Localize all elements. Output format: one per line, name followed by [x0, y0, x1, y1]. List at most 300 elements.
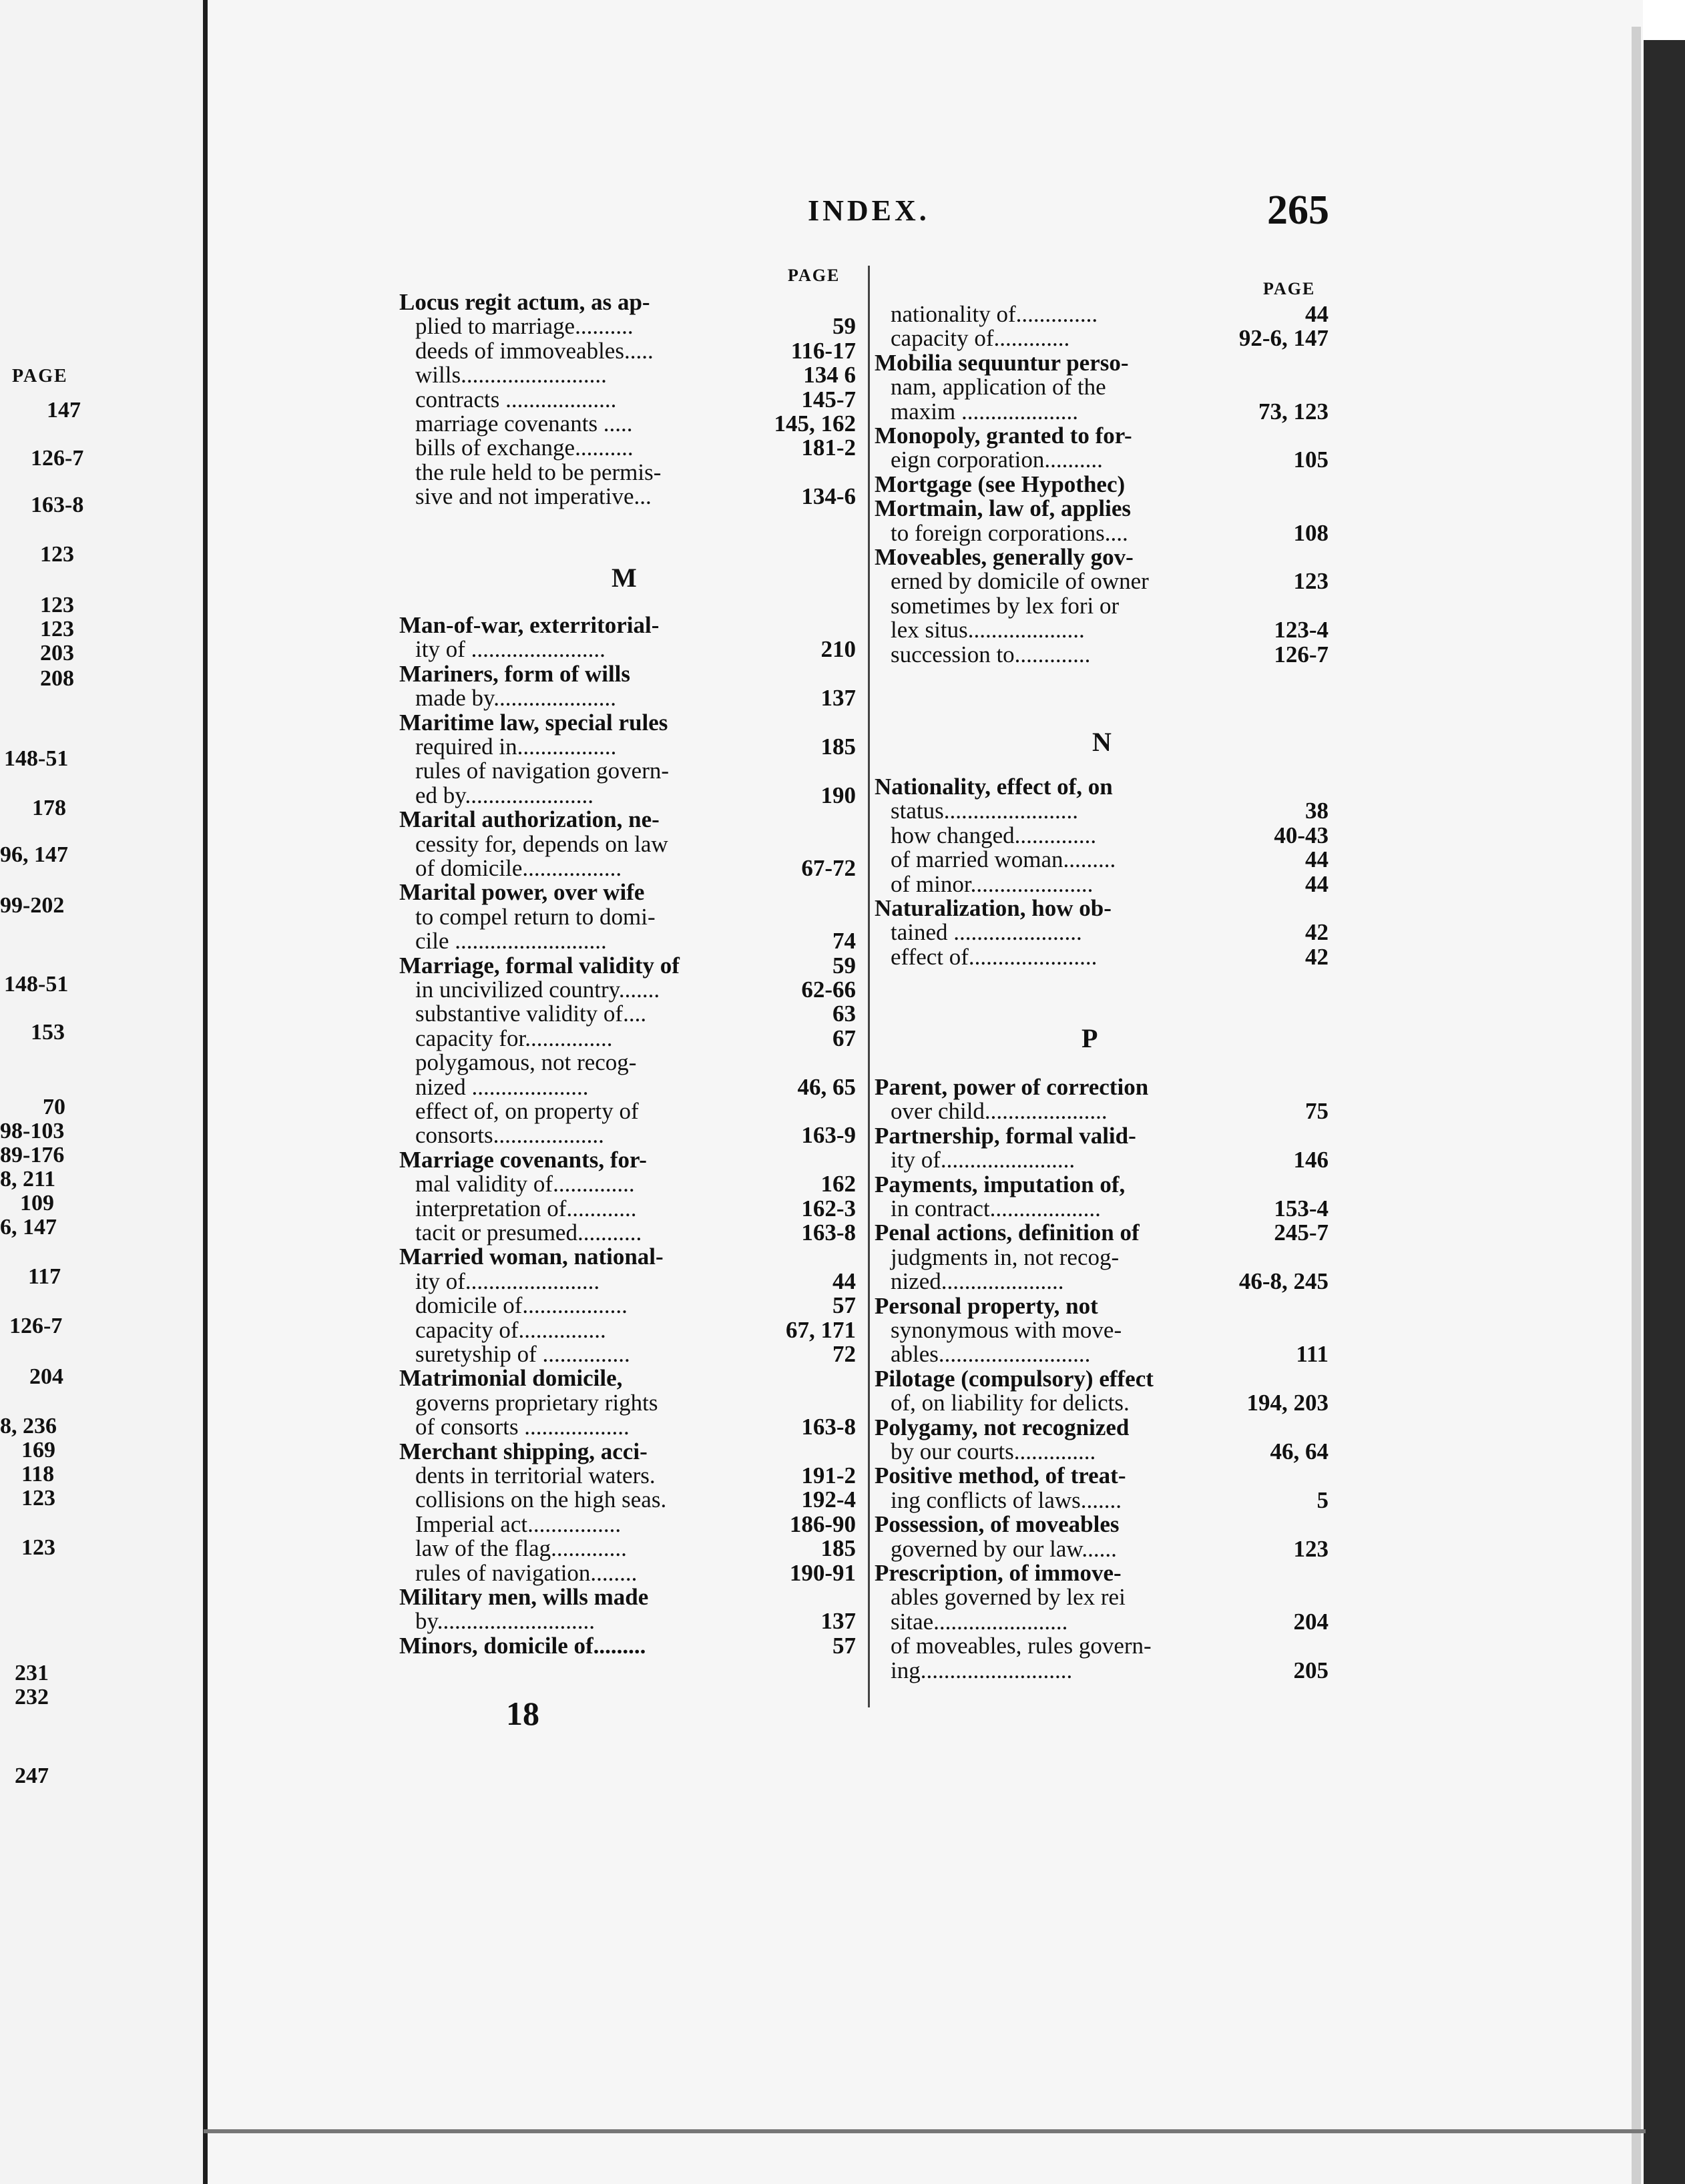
entry-text: Mariners, form of wills — [399, 661, 631, 687]
entry-text: law of the flag............. — [415, 1536, 627, 1562]
entry-text: rules of navigation........ — [415, 1560, 638, 1586]
entry-text: required in................. — [415, 734, 617, 760]
index-entry-line — [399, 1512, 856, 1537]
entry-text: Monopoly, granted to for- — [875, 423, 1132, 449]
index-entry-line — [875, 823, 1329, 848]
previous-page-number: 96, 147 — [0, 842, 68, 867]
entry-page-ref: 146 — [1293, 1147, 1329, 1173]
entry-text: Merchant shipping, acci- — [399, 1438, 648, 1464]
entry-text: Married woman, national- — [399, 1244, 664, 1270]
entry-text: rules of navigation govern- — [415, 758, 670, 784]
index-entry-line — [399, 1001, 856, 1027]
entry-text: mal validity of.............. — [415, 1171, 635, 1197]
section-letter-p: P — [1081, 1023, 1098, 1053]
entry-page-ref: 57 — [832, 1292, 856, 1319]
index-entry-line — [875, 920, 1329, 945]
entry-page-ref: 123 — [1293, 1535, 1329, 1562]
entry-page-ref: 40-43 — [1274, 822, 1329, 848]
entry-text: interpretation of............ — [415, 1195, 637, 1221]
index-entry-line — [875, 1439, 1329, 1464]
entry-text: ing.......................... — [891, 1657, 1073, 1683]
entry-text: by........................... — [415, 1609, 595, 1635]
index-entry-line — [399, 1536, 856, 1561]
entry-page-ref: 59 — [832, 313, 856, 340]
previous-page-number: 232 — [15, 1685, 49, 1709]
scan-border — [1644, 40, 1685, 2184]
entry-page-ref: 38 — [1305, 798, 1329, 824]
index-entry-line — [399, 460, 856, 485]
previous-page-number: 8, 236 — [0, 1414, 57, 1438]
previous-page-number: 123 — [40, 593, 74, 617]
entry-page-ref: 111 — [1296, 1341, 1329, 1368]
index-entry-heading — [399, 880, 856, 905]
entry-page-ref: 73, 123 — [1258, 398, 1329, 425]
index-entry-line — [399, 1050, 856, 1075]
entry-text: Maritime law, special rules — [399, 710, 668, 736]
previous-page-margin — [0, 0, 207, 2184]
previous-page-header: PAGE — [12, 366, 68, 386]
index-entry-line — [399, 977, 856, 1003]
index-entry-line — [875, 944, 1329, 970]
index-entry-line — [399, 435, 856, 461]
entry-text: Minors, domicile of......... — [399, 1633, 646, 1659]
index-entry-line — [875, 1488, 1329, 1513]
entry-page-ref: 192-4 — [801, 1486, 856, 1513]
entry-text: capacity of............... — [415, 1317, 606, 1343]
index-entry-heading — [875, 896, 1329, 921]
entry-text: eign corporation.......... — [891, 447, 1103, 473]
index-entry-line — [875, 1099, 1329, 1124]
index-entry-heading — [399, 661, 856, 687]
previous-page-number: 123 — [21, 1535, 55, 1560]
entry-text: polygamous, not recog- — [415, 1050, 637, 1076]
entry-text: of minor..................... — [891, 871, 1094, 897]
index-entry-line — [875, 847, 1329, 872]
entry-page-ref: 74 — [832, 928, 856, 954]
running-head-title: INDEX. — [808, 194, 930, 227]
page-number: 265 — [1267, 188, 1329, 233]
entry-page-ref: 42 — [1305, 943, 1329, 970]
index-entry-heading — [875, 1512, 1329, 1537]
index-entry-heading — [875, 496, 1329, 521]
index-entry-line — [399, 1171, 856, 1197]
entry-text: Nationality, effect of, on — [875, 774, 1113, 800]
entry-page-ref: 59 — [832, 952, 856, 979]
entry-text: Locus regit actum, as ap- — [399, 290, 650, 315]
entry-text: marriage covenants ..... — [415, 411, 633, 437]
entry-page-ref: 46, 65 — [797, 1073, 856, 1100]
entry-text: how changed.............. — [891, 822, 1097, 848]
entry-text: sitae....................... — [891, 1609, 1068, 1635]
entry-text: of domicile................. — [415, 856, 622, 881]
index-entry-line — [399, 832, 856, 857]
entry-text: made by..................... — [415, 686, 617, 712]
entry-text: Payments, imputation of, — [875, 1171, 1126, 1197]
index-entry-heading — [399, 1439, 856, 1464]
signature-mark: 18 — [506, 1695, 539, 1732]
index-entry-line — [875, 521, 1329, 546]
entry-text: Possession, of moveables — [875, 1512, 1120, 1538]
column-divider — [868, 266, 870, 1707]
binding-gutter — [203, 0, 208, 2184]
entry-page-ref: 204 — [1293, 1608, 1329, 1635]
previous-page-number: 123 — [40, 542, 74, 567]
index-entry-line — [399, 314, 856, 339]
entry-page-ref: 67-72 — [801, 855, 856, 881]
index-entry-line — [399, 637, 856, 662]
entry-text: nam, application of the — [891, 374, 1106, 400]
index-entry-line — [875, 1342, 1329, 1367]
entry-text: cessity for, depends on law — [415, 831, 668, 857]
previous-page-number: 89-176 — [0, 1143, 65, 1167]
index-entry-line — [875, 1245, 1329, 1270]
index-entry-line — [399, 362, 856, 388]
index-entry-line — [875, 1537, 1329, 1562]
entry-page-ref: 57 — [832, 1632, 856, 1659]
index-entry-heading — [399, 710, 856, 736]
entry-text: effect of, on property of — [415, 1099, 639, 1124]
entry-page-ref: 210 — [820, 636, 856, 663]
entry-text: over child..................... — [891, 1099, 1108, 1125]
previous-page-number: 163-8 — [31, 493, 84, 517]
entry-page-ref: 67, 171 — [786, 1316, 856, 1343]
entry-text: capacity of............. — [891, 326, 1070, 352]
entry-text: to compel return to domi- — [415, 904, 656, 930]
previous-page-number: 231 — [15, 1661, 49, 1685]
entry-page-ref: 75 — [1305, 1098, 1329, 1125]
entry-text: ables.......................... — [891, 1342, 1091, 1368]
index-entry-line — [399, 758, 856, 784]
previous-page-number: 123 — [21, 1486, 55, 1511]
entry-page-ref: 145, 162 — [774, 411, 856, 437]
entry-text: Military men, wills made — [399, 1585, 649, 1610]
entry-text: Marital power, over wife — [399, 880, 645, 906]
index-entry-heading — [399, 807, 856, 832]
entry-text: Prescription, of immove- — [875, 1561, 1122, 1586]
index-entry-line — [875, 1633, 1329, 1659]
previous-page-number: 109 — [20, 1191, 54, 1215]
index-entry-line — [875, 399, 1329, 425]
previous-page-number: 126-7 — [31, 446, 84, 471]
entry-text: Partnership, formal valid- — [875, 1123, 1136, 1149]
index-entry-line — [399, 1220, 856, 1246]
index-entry-line — [399, 783, 856, 808]
index-entry-line — [399, 1609, 856, 1634]
entry-text: ing conflicts of laws....... — [891, 1487, 1122, 1513]
entry-text: synonymous with move- — [891, 1318, 1122, 1343]
entry-text: ed by...................... — [415, 782, 594, 808]
index-entry-heading — [399, 1147, 856, 1173]
entry-text: nationality of.............. — [891, 302, 1098, 327]
previous-page-number: 153 — [31, 1020, 65, 1045]
entry-page-ref: 108 — [1293, 519, 1329, 546]
index-entry-heading — [399, 1585, 856, 1610]
entry-page-ref: 63 — [832, 1001, 856, 1027]
index-entry-line — [875, 617, 1329, 643]
entry-text: governs proprietary rights — [415, 1390, 658, 1416]
entry-text: Pilotage (compulsory) effect — [875, 1366, 1154, 1392]
entry-page-ref: 92-6, 147 — [1238, 325, 1329, 352]
index-entry-line — [399, 1414, 856, 1440]
page-bottom-edge — [204, 2129, 1646, 2133]
previous-page-number: 8, 211 — [0, 1167, 56, 1191]
entry-page-ref: 134 6 — [803, 362, 856, 388]
entry-page-ref: 186-90 — [789, 1511, 856, 1537]
index-entry-line — [875, 1609, 1329, 1635]
entry-page-ref: 62-66 — [801, 977, 856, 1003]
index-entry-heading — [875, 774, 1329, 800]
entry-text: of married woman......... — [891, 847, 1116, 873]
entry-page-ref: 185 — [820, 1535, 856, 1562]
entry-text: Marriage, formal validity of — [399, 952, 680, 979]
entry-text: maxim .................... — [891, 398, 1078, 425]
index-entry-heading — [875, 1123, 1329, 1149]
previous-page-number: 126-7 — [9, 1314, 63, 1338]
previous-page-number: 148-51 — [4, 746, 69, 771]
index-entry-heading — [875, 545, 1329, 570]
entry-text: Marital authorization, ne- — [399, 807, 660, 833]
index-entry-line — [399, 1026, 856, 1051]
entry-text: Polygamy, not recognized — [875, 1414, 1130, 1440]
index-entry-line — [399, 904, 856, 930]
entry-text: Positive method, of treat- — [875, 1463, 1126, 1489]
entry-text: Personal property, not — [875, 1293, 1098, 1319]
index-entry-line — [399, 734, 856, 760]
previous-page-number: 117 — [28, 1264, 61, 1289]
entry-text: Mortmain, law of, applies — [875, 496, 1132, 522]
index-entry-line — [399, 1342, 856, 1367]
entry-text: tacit or presumed........... — [415, 1220, 642, 1246]
entry-page-ref: 44 — [1305, 870, 1329, 897]
index-entry-heading — [875, 1463, 1329, 1488]
index-entry-heading — [399, 1244, 856, 1270]
index-entry-heading — [875, 1220, 1329, 1246]
previous-page-number: 99-202 — [0, 893, 65, 918]
entry-page-ref: 44 — [1305, 301, 1329, 327]
entry-text: Parent, power of correction — [875, 1075, 1149, 1100]
entry-text: contracts ................... — [415, 386, 617, 413]
index-entry-heading — [875, 1294, 1329, 1319]
entry-page-ref: 67 — [832, 1025, 856, 1051]
entry-text: collisions on the high seas. — [415, 1487, 667, 1513]
entry-text: dents in territorial waters. — [415, 1463, 656, 1488]
index-entry-line — [875, 1147, 1329, 1173]
index-entry-heading — [875, 1366, 1329, 1392]
entry-text: succession to............. — [891, 641, 1091, 667]
entry-text: ity of ....................... — [415, 637, 606, 663]
index-entry-line — [875, 872, 1329, 897]
entry-text: in contract................... — [891, 1196, 1101, 1221]
entry-text: Moveables, generally gov- — [875, 545, 1134, 570]
entry-page-ref: 44 — [1305, 846, 1329, 873]
entry-text: Penal actions, definition of — [875, 1220, 1140, 1246]
entry-page-ref: 46, 64 — [1270, 1438, 1329, 1464]
entry-text: judgments in, not recog- — [891, 1244, 1120, 1270]
entry-text: of consorts .................. — [415, 1414, 630, 1440]
entry-page-ref: 123-4 — [1274, 617, 1329, 643]
entry-text: status....................... — [891, 798, 1078, 824]
entry-page-ref: 245-7 — [1274, 1219, 1329, 1246]
entry-page-ref: 137 — [820, 685, 856, 712]
entry-page-ref: 44 — [832, 1268, 856, 1294]
previous-page-number: 178 — [32, 796, 66, 820]
index-entry-line — [875, 302, 1329, 327]
index-entry-line — [399, 928, 856, 954]
index-entry-line — [875, 593, 1329, 619]
entry-text: of, on liability for delicts. — [891, 1390, 1130, 1416]
entry-text: domicile of.................. — [415, 1293, 628, 1319]
section-letter-m: M — [612, 563, 637, 593]
entry-page-ref: 137 — [820, 1608, 856, 1635]
entry-page-ref: 190 — [820, 782, 856, 808]
entry-text: Mortgage (see Hypothec) — [875, 471, 1126, 497]
entry-text: capacity for............... — [415, 1025, 613, 1051]
previous-page-number: 147 — [47, 398, 81, 423]
index-entry-line — [875, 1318, 1329, 1343]
index-entry-line — [399, 686, 856, 711]
entry-page-ref: 163-8 — [801, 1414, 856, 1440]
entry-text: nized .................... — [415, 1074, 589, 1100]
entry-page-ref: 46-8, 245 — [1238, 1268, 1329, 1295]
entry-text: ables governed by lex rei — [891, 1585, 1126, 1611]
entry-page-ref: 205 — [1293, 1657, 1329, 1683]
index-entry-line — [399, 338, 856, 364]
index-entry-line — [875, 326, 1329, 351]
index-entry-heading — [399, 613, 856, 638]
entry-page-ref: 185 — [820, 734, 856, 760]
entry-page-ref: 145-7 — [801, 386, 856, 413]
entry-text: Man-of-war, exterritorial- — [399, 613, 660, 638]
entry-page-ref: 162 — [820, 1171, 856, 1197]
index-entry-line — [875, 374, 1329, 400]
index-entry-line — [399, 1561, 856, 1586]
entry-page-ref: 163-8 — [801, 1219, 856, 1246]
previous-page-number: 6, 147 — [0, 1215, 57, 1240]
entry-page-ref: 105 — [1293, 447, 1329, 473]
entry-text: deeds of immoveables..... — [415, 338, 654, 364]
entry-page-ref: 42 — [1305, 919, 1329, 946]
previous-page-number: 169 — [21, 1438, 55, 1462]
index-entry-heading — [875, 1075, 1329, 1100]
entry-text: to foreign corporations.... — [891, 520, 1128, 546]
entry-page-ref: 116-17 — [790, 337, 856, 364]
entry-page-ref: 181-2 — [801, 435, 856, 461]
column-header-page: PAGE — [788, 266, 840, 285]
index-entry-line — [399, 1123, 856, 1148]
entry-text: plied to marriage.......... — [415, 314, 634, 340]
entry-text: consorts................... — [415, 1123, 604, 1149]
index-entry-line — [875, 1269, 1329, 1294]
entry-text: erned by domicile of owner — [891, 569, 1149, 595]
index-entry-heading — [399, 290, 856, 315]
index-entry-heading — [875, 1561, 1329, 1586]
index-entry-heading — [875, 423, 1329, 449]
index-entry-line — [875, 798, 1329, 824]
entry-page-ref: 194, 203 — [1246, 1390, 1329, 1416]
previous-page-number: 148-51 — [4, 972, 69, 997]
entry-text: effect of...................... — [891, 944, 1098, 970]
entry-text: nized..................... — [891, 1269, 1064, 1295]
entry-page-ref: 191-2 — [801, 1462, 856, 1488]
index-entry-line — [399, 1463, 856, 1488]
previous-page-number: 98-103 — [0, 1119, 65, 1143]
entry-text: of moveables, rules govern- — [891, 1633, 1152, 1659]
entry-text: in uncivilized country....... — [415, 977, 660, 1003]
index-entry-line — [875, 569, 1329, 594]
index-entry-line — [875, 447, 1329, 473]
entry-text: Marriage covenants, for- — [399, 1147, 647, 1173]
previous-page-number: 247 — [15, 1763, 49, 1788]
entry-text: sive and not imperative... — [415, 484, 652, 510]
previous-page-number: 204 — [29, 1364, 63, 1389]
entry-text: governed by our law...... — [891, 1536, 1117, 1562]
index-entry-line — [399, 856, 856, 881]
entry-text: bills of exchange.......... — [415, 435, 634, 461]
entry-text: lex situs.................... — [891, 617, 1085, 643]
previous-page-number: 118 — [21, 1462, 55, 1486]
entry-text: Matrimonial domicile, — [399, 1366, 623, 1392]
index-entry-line — [875, 1658, 1329, 1683]
entry-text: by our courts.............. — [891, 1439, 1096, 1464]
index-entry-line — [399, 1390, 856, 1416]
entry-text: ity of....................... — [891, 1147, 1075, 1173]
entry-text: suretyship of ............... — [415, 1342, 630, 1367]
index-entry-heading — [399, 1366, 856, 1391]
index-entry-heading — [875, 1172, 1329, 1197]
index-entry-line — [399, 387, 856, 413]
index-entry-line — [875, 642, 1329, 667]
previous-page-number: 70 — [43, 1095, 65, 1119]
entry-text: Naturalization, how ob- — [875, 896, 1112, 921]
entry-text: wills......................... — [415, 362, 607, 388]
index-entry-line — [875, 1196, 1329, 1221]
index-entry-heading — [875, 1415, 1329, 1440]
index-entry-line — [875, 1585, 1329, 1610]
previous-page-number: 203 — [40, 641, 74, 665]
previous-page-number: 123 — [40, 617, 74, 641]
index-entry-line — [399, 1269, 856, 1294]
entry-page-ref: 153-4 — [1274, 1195, 1329, 1221]
index-entry-line — [399, 1487, 856, 1513]
entry-text: the rule held to be permis- — [415, 459, 662, 485]
index-entry-heading — [875, 472, 1329, 497]
entry-page-ref: 163-9 — [801, 1122, 856, 1149]
index-entry-line — [399, 1075, 856, 1100]
entry-page-ref: 134-6 — [801, 483, 856, 510]
index-entry-line — [875, 1390, 1329, 1416]
index-entry-line — [399, 411, 856, 437]
previous-page-number: 208 — [40, 666, 74, 691]
entry-page-ref: 162-3 — [801, 1195, 856, 1221]
index-entry-heading — [399, 1633, 856, 1659]
section-letter-n: N — [1092, 727, 1112, 757]
column-header-page-right: PAGE — [1263, 279, 1316, 298]
index-entry-heading — [399, 953, 856, 979]
entry-page-ref: 123 — [1293, 568, 1329, 595]
entry-text: tained ...................... — [891, 920, 1082, 946]
entry-page-ref: 5 — [1316, 1486, 1329, 1513]
index-entry-heading — [875, 350, 1329, 376]
entry-text: cile .......................... — [415, 928, 607, 954]
index-entry-line — [399, 1293, 856, 1318]
entry-text: Mobilia sequuntur perso- — [875, 350, 1129, 376]
entry-text: Imperial act................ — [415, 1511, 622, 1537]
entry-page-ref: 126-7 — [1274, 641, 1329, 667]
entry-text: sometimes by lex fori or — [891, 593, 1120, 619]
entry-page-ref: 72 — [832, 1341, 856, 1367]
entry-page-ref: 190-91 — [789, 1559, 856, 1586]
index-entry-line — [399, 484, 856, 509]
